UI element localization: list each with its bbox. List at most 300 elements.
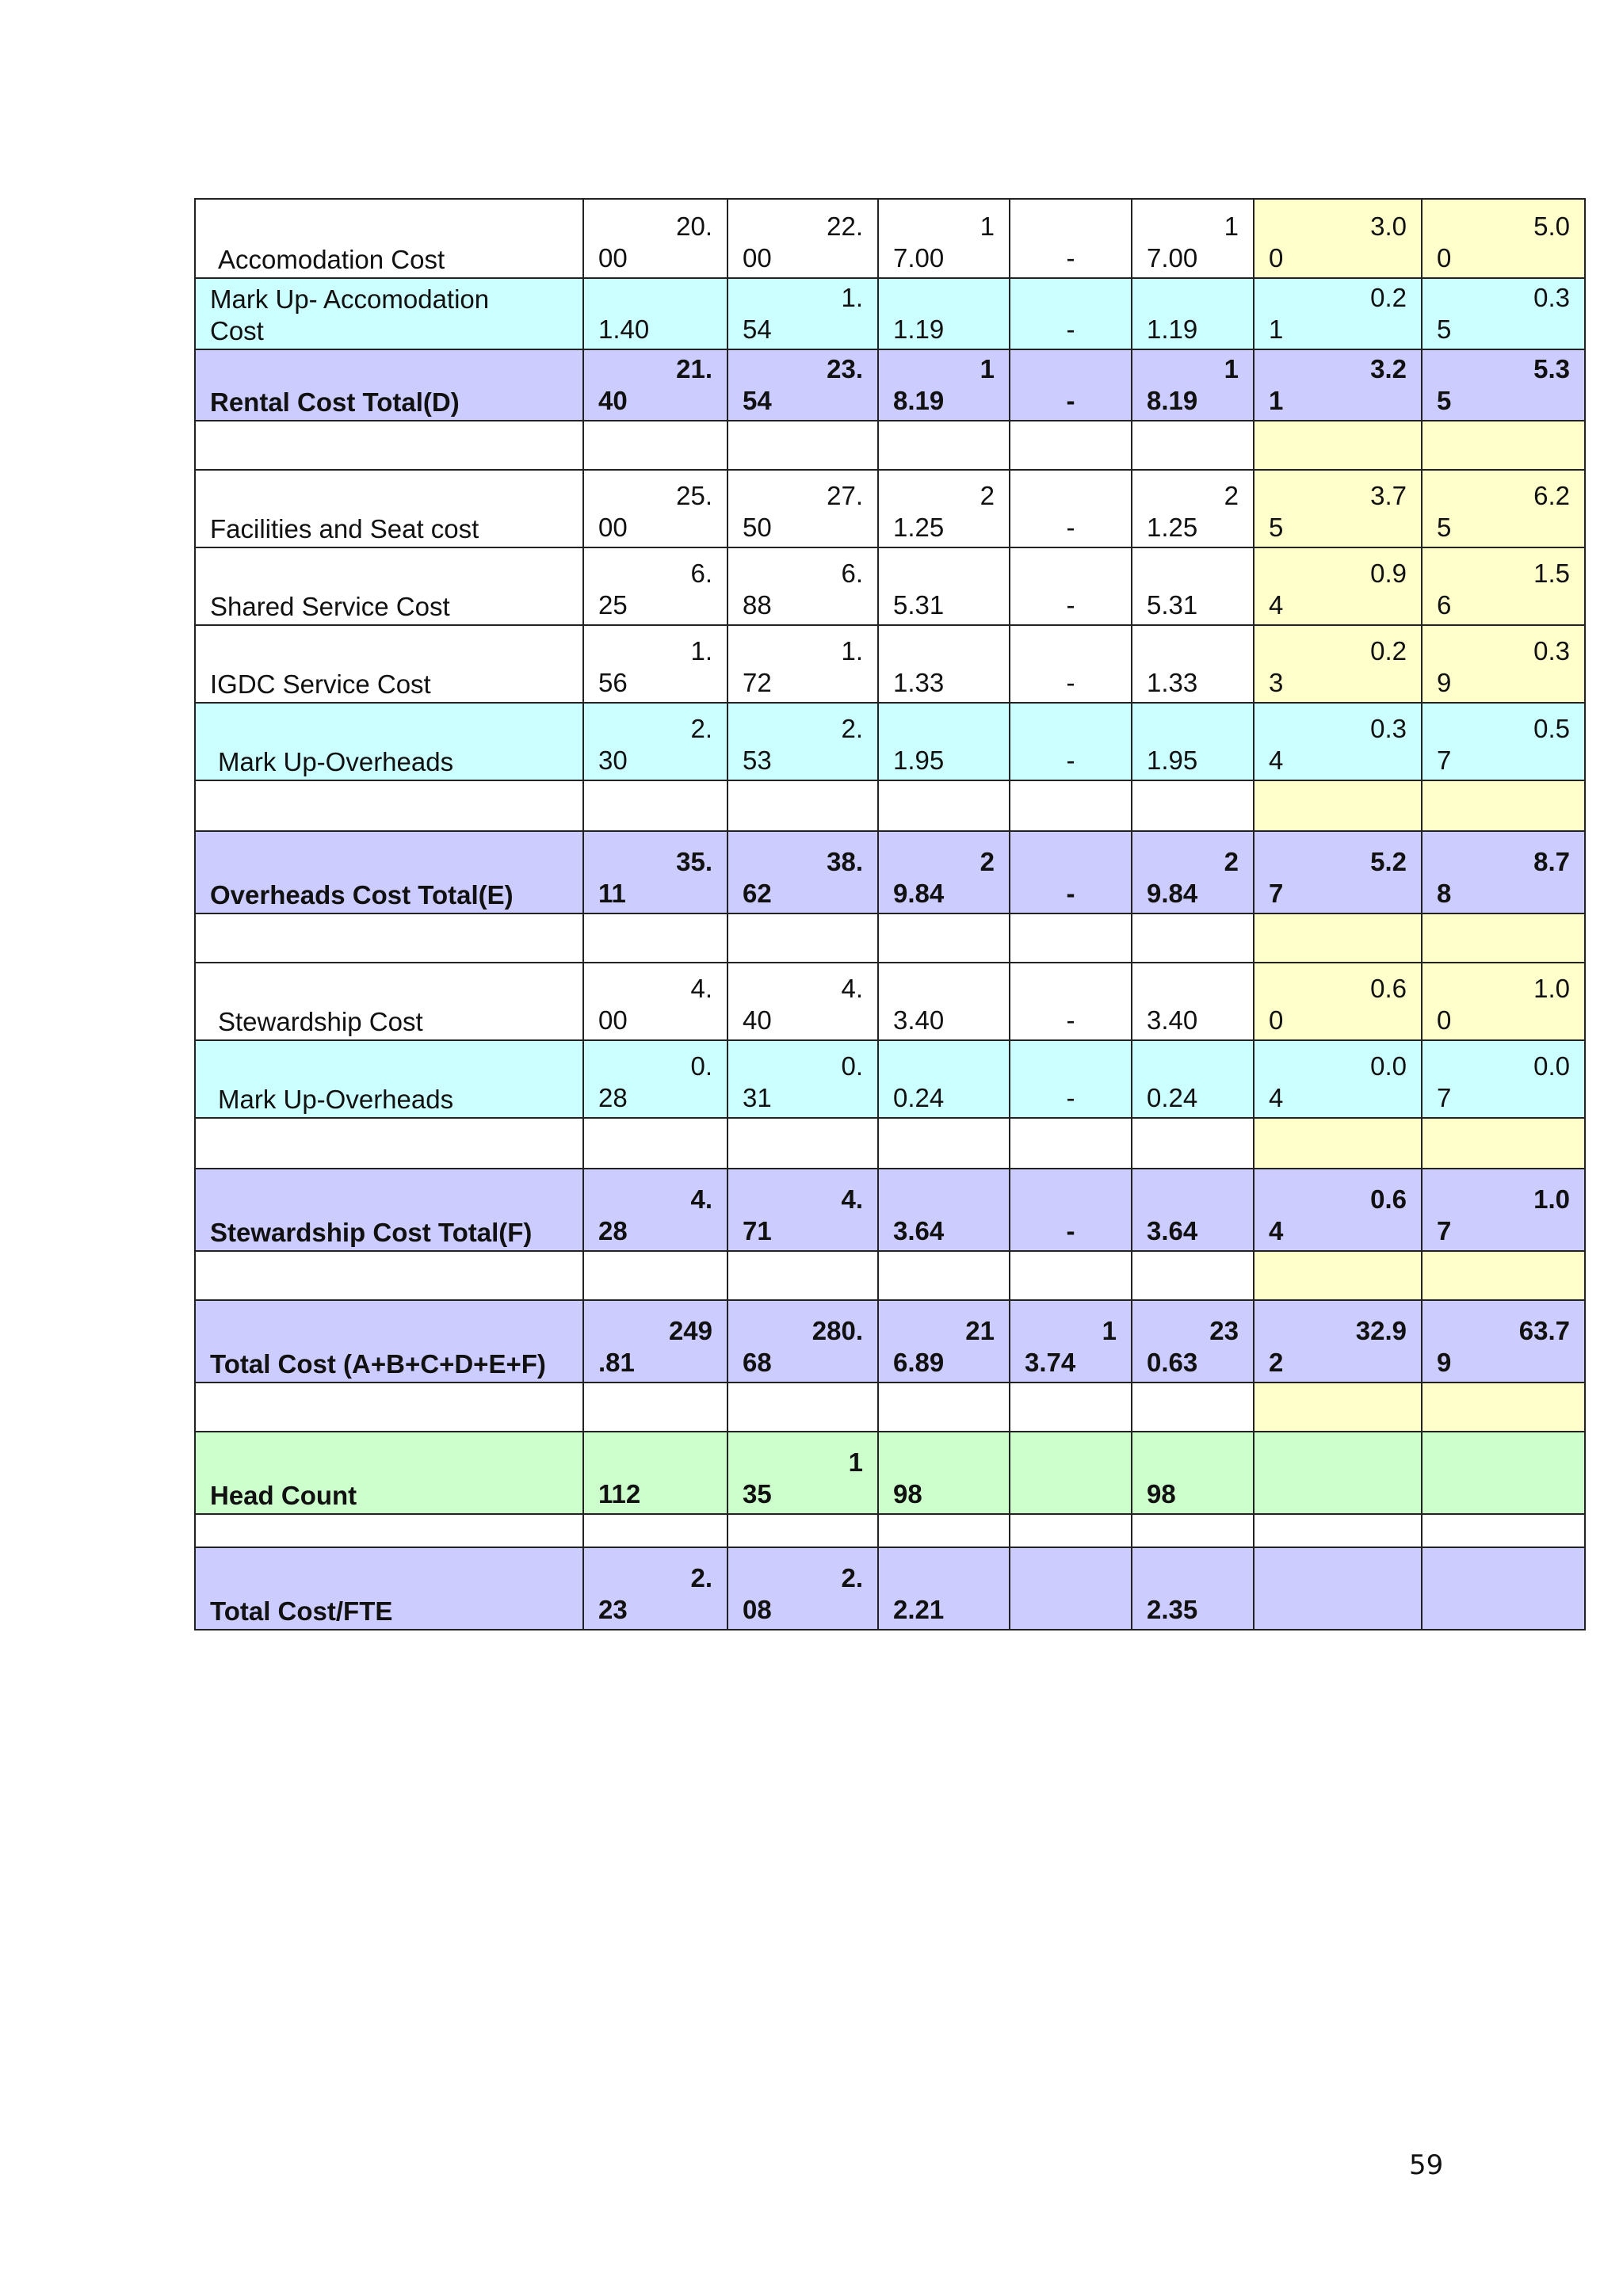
row-label-cell <box>195 913 583 963</box>
empty-cell <box>1254 1547 1422 1630</box>
value-cell <box>1132 831 1254 913</box>
empty-cell <box>1254 1432 1422 1514</box>
table-row <box>195 1300 1585 1383</box>
spacer-cell <box>583 1383 727 1432</box>
value-cell <box>878 963 1010 1040</box>
value-cell <box>1132 199 1254 278</box>
value-line-1 <box>893 973 995 1005</box>
value-cell <box>1254 349 1422 421</box>
value-line-2: 5 <box>1269 513 1284 542</box>
value-cell <box>1254 1169 1422 1251</box>
cell-text <box>1423 1478 1584 1513</box>
spacer-cell <box>878 1118 1010 1169</box>
value-line-2: 112 <box>598 1479 641 1508</box>
value-line-1: 4. <box>690 974 712 1003</box>
dash-cell <box>1010 470 1132 547</box>
cost-table <box>194 198 1586 1630</box>
cell-text: - <box>1066 1216 1075 1245</box>
value-cell <box>1254 278 1422 349</box>
value-cell <box>727 470 878 547</box>
row-label-cell <box>195 547 583 625</box>
value-line-1: 23. <box>827 354 863 383</box>
value-line-2: 1.19 <box>893 315 945 344</box>
table-row <box>195 199 1585 278</box>
value-line-1: 20. <box>676 212 712 241</box>
value-line-2: 3 <box>1269 668 1284 697</box>
table-row <box>195 963 1585 1040</box>
value-line-1: 5.0 <box>1533 212 1570 241</box>
value-line-2: 7 <box>1437 1083 1452 1112</box>
spacer-cell <box>1010 1514 1132 1547</box>
value-line-2: 25 <box>598 590 628 620</box>
value-line-1 <box>1147 635 1239 667</box>
value-cell <box>1422 1169 1585 1251</box>
spacer-cell <box>1132 1383 1254 1432</box>
value-line-2: 9.84 <box>1147 879 1198 908</box>
value-cell <box>727 963 878 1040</box>
spacer-cell <box>727 421 878 470</box>
cell-text: - <box>1066 1083 1075 1112</box>
spacer-cell <box>1254 1251 1422 1300</box>
spacer-cell <box>1132 780 1254 831</box>
value-cell <box>1132 278 1254 349</box>
table-row <box>195 547 1585 625</box>
value-cell <box>878 1300 1010 1383</box>
value-line-2: 98 <box>893 1479 922 1508</box>
value-line-2: 11 <box>598 879 626 908</box>
value-line-1: 3.7 <box>1370 481 1407 510</box>
value-line-1 <box>598 282 712 314</box>
value-cell <box>583 199 727 278</box>
value-line-2: 8.19 <box>893 386 945 415</box>
value-line-1: 2. <box>690 714 712 743</box>
value-cell <box>583 1169 727 1251</box>
empty-cell <box>1422 1432 1585 1514</box>
value-line-2: 3.40 <box>1147 1005 1198 1035</box>
value-line-1: 21. <box>676 354 712 383</box>
dash-cell <box>1010 278 1132 349</box>
value-line-1 <box>893 1051 995 1082</box>
row-label: Shared Service Cost <box>210 592 450 621</box>
value-cell <box>727 831 878 913</box>
value-cell <box>878 199 1010 278</box>
spacer-cell <box>727 780 878 831</box>
value-line-2: 9 <box>1437 668 1452 697</box>
row-label: Overheads Cost Total(E) <box>210 880 514 910</box>
row-label-cell <box>195 963 583 1040</box>
value-line-1: 25. <box>676 481 712 510</box>
value-line-2: 0.24 <box>1147 1083 1198 1112</box>
table-row <box>195 1432 1585 1514</box>
value-line-2: 1.19 <box>1147 315 1198 344</box>
value-cell <box>583 703 727 780</box>
cell-text <box>1010 1478 1131 1513</box>
value-cell <box>1010 1300 1132 1383</box>
table-row <box>195 625 1585 703</box>
value-line-1: 35. <box>676 847 712 876</box>
value-line-2: 4 <box>1269 746 1284 775</box>
table-row <box>195 1040 1585 1118</box>
value-line-2: 40 <box>598 386 628 415</box>
value-cell <box>727 703 878 780</box>
cell-text: - <box>1066 513 1075 542</box>
value-line-1: 2 <box>1224 481 1239 510</box>
value-cell <box>1132 1432 1254 1514</box>
value-line-1: 0.3 <box>1370 714 1407 743</box>
spacer-cell <box>1422 913 1585 963</box>
value-line-2: 31 <box>743 1083 772 1112</box>
value-cell <box>1254 1040 1422 1118</box>
value-cell <box>1254 963 1422 1040</box>
value-line-1: 38. <box>827 847 863 876</box>
value-cell <box>1422 349 1585 421</box>
value-cell <box>583 278 727 349</box>
value-cell <box>727 278 878 349</box>
value-line-2: 2.21 <box>893 1595 945 1624</box>
spacer-cell <box>878 780 1010 831</box>
value-line-2: 4 <box>1269 1083 1284 1112</box>
row-label: Mark Up-Overheads <box>218 1085 454 1114</box>
value-line-2: 1 <box>1269 386 1284 415</box>
spacer-cell <box>1010 913 1132 963</box>
value-line-2: 54 <box>743 315 772 344</box>
row-label-cell <box>195 278 583 349</box>
spacer-cell <box>1254 421 1422 470</box>
value-cell <box>878 1547 1010 1630</box>
value-line-1 <box>893 713 995 745</box>
row-label-cell <box>195 831 583 913</box>
row-label-cell <box>195 1169 583 1251</box>
row-label-cell <box>195 349 583 421</box>
value-cell <box>1422 831 1585 913</box>
value-line-1: 21 <box>965 1316 995 1345</box>
spacer-cell <box>1254 1118 1422 1169</box>
value-line-1 <box>1147 1184 1239 1215</box>
row-label: Head Count <box>210 1481 357 1510</box>
cell-text <box>1254 1478 1421 1513</box>
value-cell <box>583 963 727 1040</box>
value-line-2: 00 <box>598 243 628 273</box>
row-label-cell <box>195 470 583 547</box>
value-line-2: 9 <box>1437 1348 1452 1377</box>
value-line-1 <box>598 1447 712 1478</box>
value-cell <box>727 547 878 625</box>
value-line-1: 5.3 <box>1533 354 1570 383</box>
row-label: Stewardship Cost <box>218 1007 423 1036</box>
value-cell <box>1132 1040 1254 1118</box>
value-cell <box>1254 199 1422 278</box>
table-row <box>195 349 1585 421</box>
empty-cell <box>1422 1547 1585 1630</box>
value-cell <box>583 1300 727 1383</box>
value-line-1: 2 <box>980 847 995 876</box>
value-cell <box>583 625 727 703</box>
spacer-cell <box>1010 1118 1132 1169</box>
value-cell <box>1254 831 1422 913</box>
spacer-cell <box>583 1118 727 1169</box>
value-line-2: 00 <box>743 243 772 273</box>
value-line-2: 0 <box>1437 243 1452 273</box>
value-line-1: 1. <box>841 283 863 312</box>
value-line-1 <box>893 1184 995 1215</box>
value-cell <box>583 547 727 625</box>
value-line-2: 00 <box>598 1005 628 1035</box>
row-label-cell <box>195 1300 583 1383</box>
spacer-row <box>195 780 1585 831</box>
row-label-cell <box>195 780 583 831</box>
value-cell <box>1132 349 1254 421</box>
spacer-cell <box>727 1251 878 1300</box>
value-line-2: 88 <box>743 590 772 620</box>
value-line-2: 8 <box>1437 879 1452 908</box>
value-line-2: 72 <box>743 668 772 697</box>
table-row <box>195 703 1585 780</box>
row-label-cell <box>195 1432 583 1514</box>
row-label: Mark Up-Overheads <box>218 747 454 776</box>
value-line-1: 4. <box>841 974 863 1003</box>
value-cell <box>878 1040 1010 1118</box>
spacer-cell <box>583 421 727 470</box>
value-cell <box>583 1040 727 1118</box>
value-cell <box>878 625 1010 703</box>
value-line-2: 3.64 <box>893 1216 945 1245</box>
value-line-1 <box>1147 1051 1239 1082</box>
row-label-cell <box>195 1251 583 1300</box>
empty-cell <box>1010 1432 1132 1514</box>
value-line-1: 1 <box>1224 354 1239 383</box>
spacer-cell <box>1422 421 1585 470</box>
spacer-cell <box>1010 1251 1132 1300</box>
value-line-1 <box>893 1562 995 1594</box>
dash-cell <box>1010 963 1132 1040</box>
value-cell <box>727 1300 878 1383</box>
value-line-2: 3.40 <box>893 1005 945 1035</box>
value-cell <box>1254 703 1422 780</box>
value-line-2: 1.95 <box>1147 746 1198 775</box>
cell-text <box>1423 1594 1584 1629</box>
value-line-1: 22. <box>827 212 863 241</box>
spacer-cell <box>878 1383 1010 1432</box>
value-line-2: 50 <box>743 513 772 542</box>
value-line-2: 56 <box>598 668 628 697</box>
cell-text: - <box>1066 879 1075 908</box>
value-line-1: 0.6 <box>1370 1184 1407 1214</box>
value-line-1: 8.7 <box>1533 847 1570 876</box>
dash-cell <box>1010 199 1132 278</box>
spacer-row <box>195 1514 1585 1547</box>
spacer-cell <box>727 1118 878 1169</box>
value-line-2: 5 <box>1437 315 1452 344</box>
dash-cell <box>1010 1169 1132 1251</box>
value-line-2: 4 <box>1269 1216 1284 1245</box>
row-label: Total Cost (A+B+C+D+E+F) <box>210 1349 546 1379</box>
value-line-2: 2.35 <box>1147 1595 1198 1624</box>
value-line-2: 4 <box>1269 590 1284 620</box>
value-cell <box>1422 278 1585 349</box>
spacer-cell <box>583 1251 727 1300</box>
value-line-1: 1. <box>690 636 712 666</box>
dash-cell <box>1010 547 1132 625</box>
value-line-1 <box>1147 558 1239 589</box>
spacer-cell <box>1422 780 1585 831</box>
value-cell <box>878 349 1010 421</box>
value-cell <box>1132 963 1254 1040</box>
value-line-1: 2 <box>1224 847 1239 876</box>
spacer-cell <box>1132 913 1254 963</box>
value-cell <box>1254 1300 1422 1383</box>
spacer-cell <box>727 913 878 963</box>
value-cell <box>878 1169 1010 1251</box>
value-line-2: 8.19 <box>1147 386 1198 415</box>
value-line-1: 4. <box>690 1184 712 1214</box>
value-cell <box>727 1169 878 1251</box>
value-line-1: 2. <box>841 1563 863 1592</box>
value-cell <box>878 470 1010 547</box>
value-line-1: 0.3 <box>1533 636 1570 666</box>
value-line-2: 5.31 <box>893 590 945 620</box>
spacer-cell <box>1254 1383 1422 1432</box>
value-line-1: 1 <box>1102 1316 1117 1345</box>
value-cell <box>727 1040 878 1118</box>
value-line-2: 1.25 <box>893 513 945 542</box>
row-label: Facilities and Seat cost <box>210 514 479 543</box>
value-line-2: 0 <box>1269 243 1284 273</box>
value-line-2: 98 <box>1147 1479 1176 1508</box>
row-label-cell <box>195 421 583 470</box>
value-line-2: 3.64 <box>1147 1216 1198 1245</box>
value-cell <box>1132 625 1254 703</box>
dash-cell <box>1010 1040 1132 1118</box>
value-line-1: 3.0 <box>1370 212 1407 241</box>
value-cell <box>878 831 1010 913</box>
row-label: Accomodation Cost <box>218 245 445 274</box>
cell-text: - <box>1066 668 1075 697</box>
table-row <box>195 470 1585 547</box>
value-line-1 <box>893 558 995 589</box>
value-cell <box>1254 625 1422 703</box>
value-line-2: 71 <box>743 1216 772 1245</box>
value-line-2: 1.25 <box>1147 513 1198 542</box>
value-cell <box>583 1547 727 1630</box>
spacer-cell <box>1132 421 1254 470</box>
value-cell <box>1422 963 1585 1040</box>
value-line-2: 1.95 <box>893 746 945 775</box>
value-cell <box>878 1432 1010 1514</box>
dash-cell <box>1010 703 1132 780</box>
cell-text: - <box>1066 315 1075 344</box>
value-line-2: 2 <box>1269 1348 1284 1377</box>
value-cell <box>1132 1169 1254 1251</box>
cell-text: - <box>1066 1005 1075 1035</box>
value-line-2: 5.31 <box>1147 590 1198 620</box>
value-line-1: 0.0 <box>1533 1051 1570 1081</box>
value-cell <box>727 1547 878 1630</box>
value-cell <box>1254 470 1422 547</box>
value-line-2: 3.74 <box>1025 1348 1076 1377</box>
value-line-2: 28 <box>598 1216 628 1245</box>
value-cell <box>878 278 1010 349</box>
value-line-2: 00 <box>598 513 628 542</box>
value-cell <box>1422 1040 1585 1118</box>
value-cell <box>727 349 878 421</box>
value-line-1: 6.2 <box>1533 481 1570 510</box>
value-line-1 <box>893 282 995 314</box>
value-line-2: 6.89 <box>893 1348 945 1377</box>
value-line-1 <box>1147 713 1239 745</box>
spacer-cell <box>878 421 1010 470</box>
value-line-1: 1 <box>848 1447 863 1477</box>
table-row <box>195 1547 1585 1630</box>
value-line-1 <box>1147 282 1239 314</box>
value-line-1: 32.9 <box>1355 1316 1407 1345</box>
spacer-cell <box>1010 1383 1132 1432</box>
value-line-2: 7 <box>1437 746 1452 775</box>
spacer-cell <box>583 780 727 831</box>
value-line-2: 1.33 <box>1147 668 1198 697</box>
table-row <box>195 278 1585 349</box>
value-line-1: 4. <box>841 1184 863 1214</box>
value-line-2: 0.63 <box>1147 1348 1198 1377</box>
value-line-1: 1 <box>980 212 995 241</box>
value-line-2: 23 <box>598 1595 628 1624</box>
spacer-row <box>195 1118 1585 1169</box>
value-line-1: 0.2 <box>1370 283 1407 312</box>
value-cell <box>1132 547 1254 625</box>
value-line-1: 0.9 <box>1370 559 1407 588</box>
value-line-2: 30 <box>598 746 628 775</box>
value-line-1: 0.6 <box>1370 974 1407 1003</box>
spacer-cell <box>878 1251 1010 1300</box>
value-cell <box>583 831 727 913</box>
value-line-1: 3.2 <box>1370 354 1407 383</box>
value-cell <box>583 1432 727 1514</box>
row-label: Mark Up- Accomodation Cost <box>210 284 490 345</box>
value-line-1: 6. <box>841 559 863 588</box>
table-row <box>195 831 1585 913</box>
value-cell <box>1132 1300 1254 1383</box>
row-label: IGDC Service Cost <box>210 669 431 699</box>
value-cell <box>1132 470 1254 547</box>
row-label: Rental Cost Total(D) <box>210 387 460 417</box>
value-line-2: 1 <box>1269 315 1284 344</box>
spacer-cell <box>1254 913 1422 963</box>
value-line-2: 54 <box>743 386 772 415</box>
value-cell <box>727 625 878 703</box>
value-line-1: 2. <box>690 1563 712 1592</box>
value-cell <box>1422 199 1585 278</box>
value-line-1 <box>893 635 995 667</box>
spacer-cell <box>1010 421 1132 470</box>
value-cell <box>727 199 878 278</box>
value-line-2: 5 <box>1437 386 1452 415</box>
value-line-1 <box>893 1447 995 1478</box>
empty-cell <box>1010 1547 1132 1630</box>
value-line-2: 1.33 <box>893 668 945 697</box>
value-cell <box>1422 703 1585 780</box>
value-cell <box>583 470 727 547</box>
value-line-2: 7.00 <box>893 243 945 273</box>
row-label-cell <box>195 1547 583 1630</box>
value-line-1: 0.2 <box>1370 636 1407 666</box>
row-label-cell <box>195 1383 583 1432</box>
value-line-1: 1.0 <box>1533 974 1570 1003</box>
value-line-1: 0.5 <box>1533 714 1570 743</box>
dash-cell <box>1010 625 1132 703</box>
spacer-cell <box>1132 1514 1254 1547</box>
spacer-cell <box>583 1514 727 1547</box>
value-line-1: 0.3 <box>1533 283 1570 312</box>
value-cell <box>878 547 1010 625</box>
